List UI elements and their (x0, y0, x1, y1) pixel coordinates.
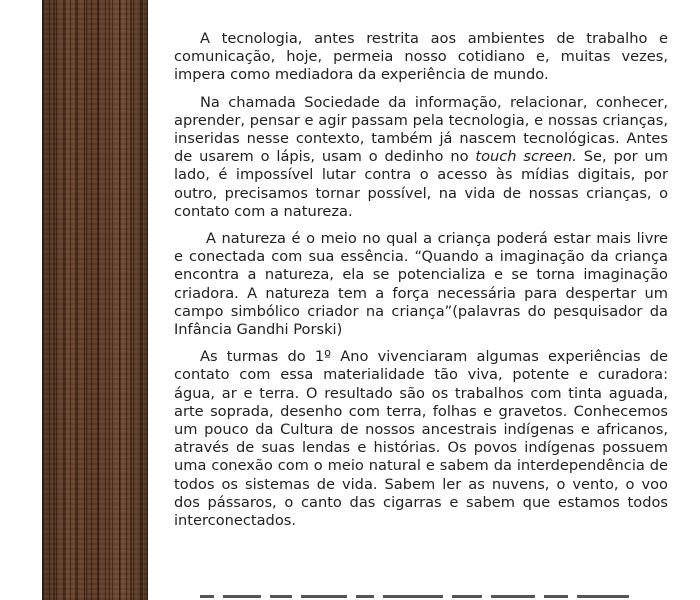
paragraph-text: A tecnologia, antes restrita aos ambientes de trabalho e comunicação, hoje, permeia nosso cotidiano e, muitas vezes, impera como mediadora da experiência de mundo. (174, 30, 668, 84)
paragraph-first-year-classes (174, 348, 668, 530)
paragraph-nature (174, 230, 668, 339)
cut-off-next-line (174, 593, 668, 600)
paragraph-text: Na chamada Sociedade da informação, relacionar, conhecer, aprender, pensar e agir passam pela tecnologia, e nossas crianças, inseridas nesse contexto, também já nascem tecnológicas. Antes de usarem o lápis, usam o dedinho no (174, 93, 668, 166)
paragraph-text: Se, por um lado, é impossível lutar contra o acesso às mídias digitais, por outro, precisamos tornar possível, na vida de nossas crianças, o contato com a natureza. (174, 148, 668, 220)
italic-term: touch screen. (475, 148, 577, 166)
paragraph-text: A natureza é o meio no qual a criança poderá estar mais livre e conectada com sua essência. “Quando a imaginação da criança encontra a natureza, ela se potencializa e se torna imaginação criadora. A natureza tem a força necessária para despertar um campo simbólico criador na criança”(palavras do pesquisador da Infância Gandhi Porski) (174, 230, 668, 339)
paragraph-text: As turmas do 1º Ano vivenciaram algumas experiências de contato com essa materialidade tão viva, potente e curadora: água, ar e terra. O resultado são os trabalhos com tinta aguada, arte soprada, desenho com terra, folhas e gravetos. Conhecemos um pouco da Cultura de nossos ancestrais indígenas e africanos, através de suas lendas e histórias. Os povos indígenas possuem uma conexão com o meio natural e sabem da interdependência de todos os sistemas de vida. Sabem ler as nuvens, o vento, o voo dos pássaros, o canto das cigarras e sabem que estamos todos interconectados. (174, 348, 668, 530)
paragraph-technology (174, 30, 668, 85)
wood-texture-border (42, 0, 148, 600)
paragraph-information-society (174, 94, 668, 221)
document-body (174, 30, 668, 539)
